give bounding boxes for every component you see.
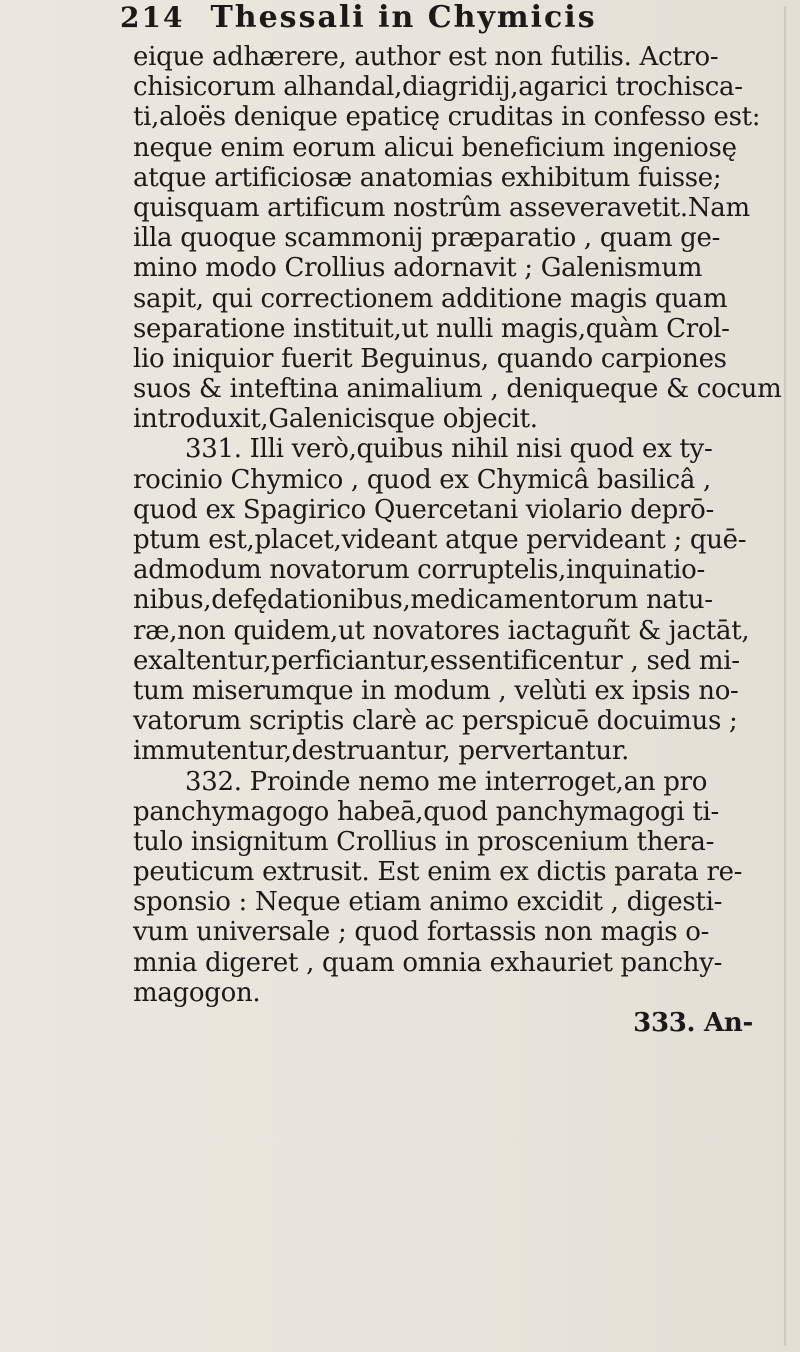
text-line: introduxit,Galenicisque objecit. [133,404,538,435]
text-line: lio iniquior fuerit Beguinus, quando carpiones [133,343,727,374]
text-line: ræ,non quidem,ut novatores iactaguñt & jactāt, [133,615,750,646]
running-title: Thessali in Chymicis [210,0,597,35]
text-line: ptum est,placet,videant atque pervideant ; quē- [133,525,747,555]
text-line: atque artificiosæ anatomias exhibitum fuisse; [133,162,722,193]
text-line: ti,aloës denique epaticę cruditas in confesso est: [133,102,761,133]
page-edge [784,6,786,1346]
text-line: separatione instituit,ut nulli magis,quàm Crol- [133,313,730,344]
text-line: chisicorum alhandal,diagridij,agarici trochisca- [133,72,743,103]
text-line: suos & inteftina animalium , deniqueque & cocum [133,374,782,405]
text-line: quisquam artificum nostrûm asseveravetit.Nam [133,192,750,223]
text-line: sponsio : Neque etiam animo excidit , digesti- [133,887,723,918]
text-line: mnia digeret , quam omnia exhauriet panchy- [133,947,723,978]
text-line: rocinio Chymico , quod ex Chymicâ basilicâ , [133,464,711,495]
text-line: immutentur,destruantur, pervertantur. [133,736,630,767]
text-line: nibus,defędationibus,medicamentorum natu- [133,585,713,616]
text-line: sapit, qui correctionem additione magis quam [133,283,728,314]
text-line: tulo insignitum Crollius in proscenium thera- [133,826,715,857]
text-line: panchymagogo habeā,quod panchymagogi ti- [133,796,720,827]
text-line: vatorum scriptis clarè ac perspicuē docuimus ; [133,706,738,737]
text-line: neque enim eorum alicui beneficium ingeniosę [133,132,737,163]
text-line: magogon. [133,977,261,1008]
text-line: peuticum extrusit. Est enim ex dictis parata re- [133,857,743,888]
running-head [120,0,680,40]
text-line: quod ex Spagirico Quercetani violario deprō- [133,494,714,525]
page-number: 214 [120,1,185,34]
text-line: eique adhærere, author est non futilis. Actro- [133,42,719,72]
text-line: admodum novatorum corruptelis,inquinatio- [133,555,705,586]
text-line: tum miserumque in modum , velùti ex ipsis no- [133,675,739,706]
text-line: illa quoque scammonij præparatio , quam ge- [133,223,721,254]
text-line: mino modo Crollius adornavit ; Galenismum [133,253,703,284]
paragraph-start: 332. Proinde nemo me interroget,an pro [185,766,708,797]
paragraph-start: 331. Illi verò,quibus nihil nisi quod ex ty- [185,434,713,465]
body-text [133,42,782,1038]
text-line: vum universale ; quod fortassis non magis o- [133,917,710,948]
text-line: exaltentur,perficiantur,essentificentur , sed mi- [133,645,740,676]
catchword: 333. An- [633,1008,753,1038]
